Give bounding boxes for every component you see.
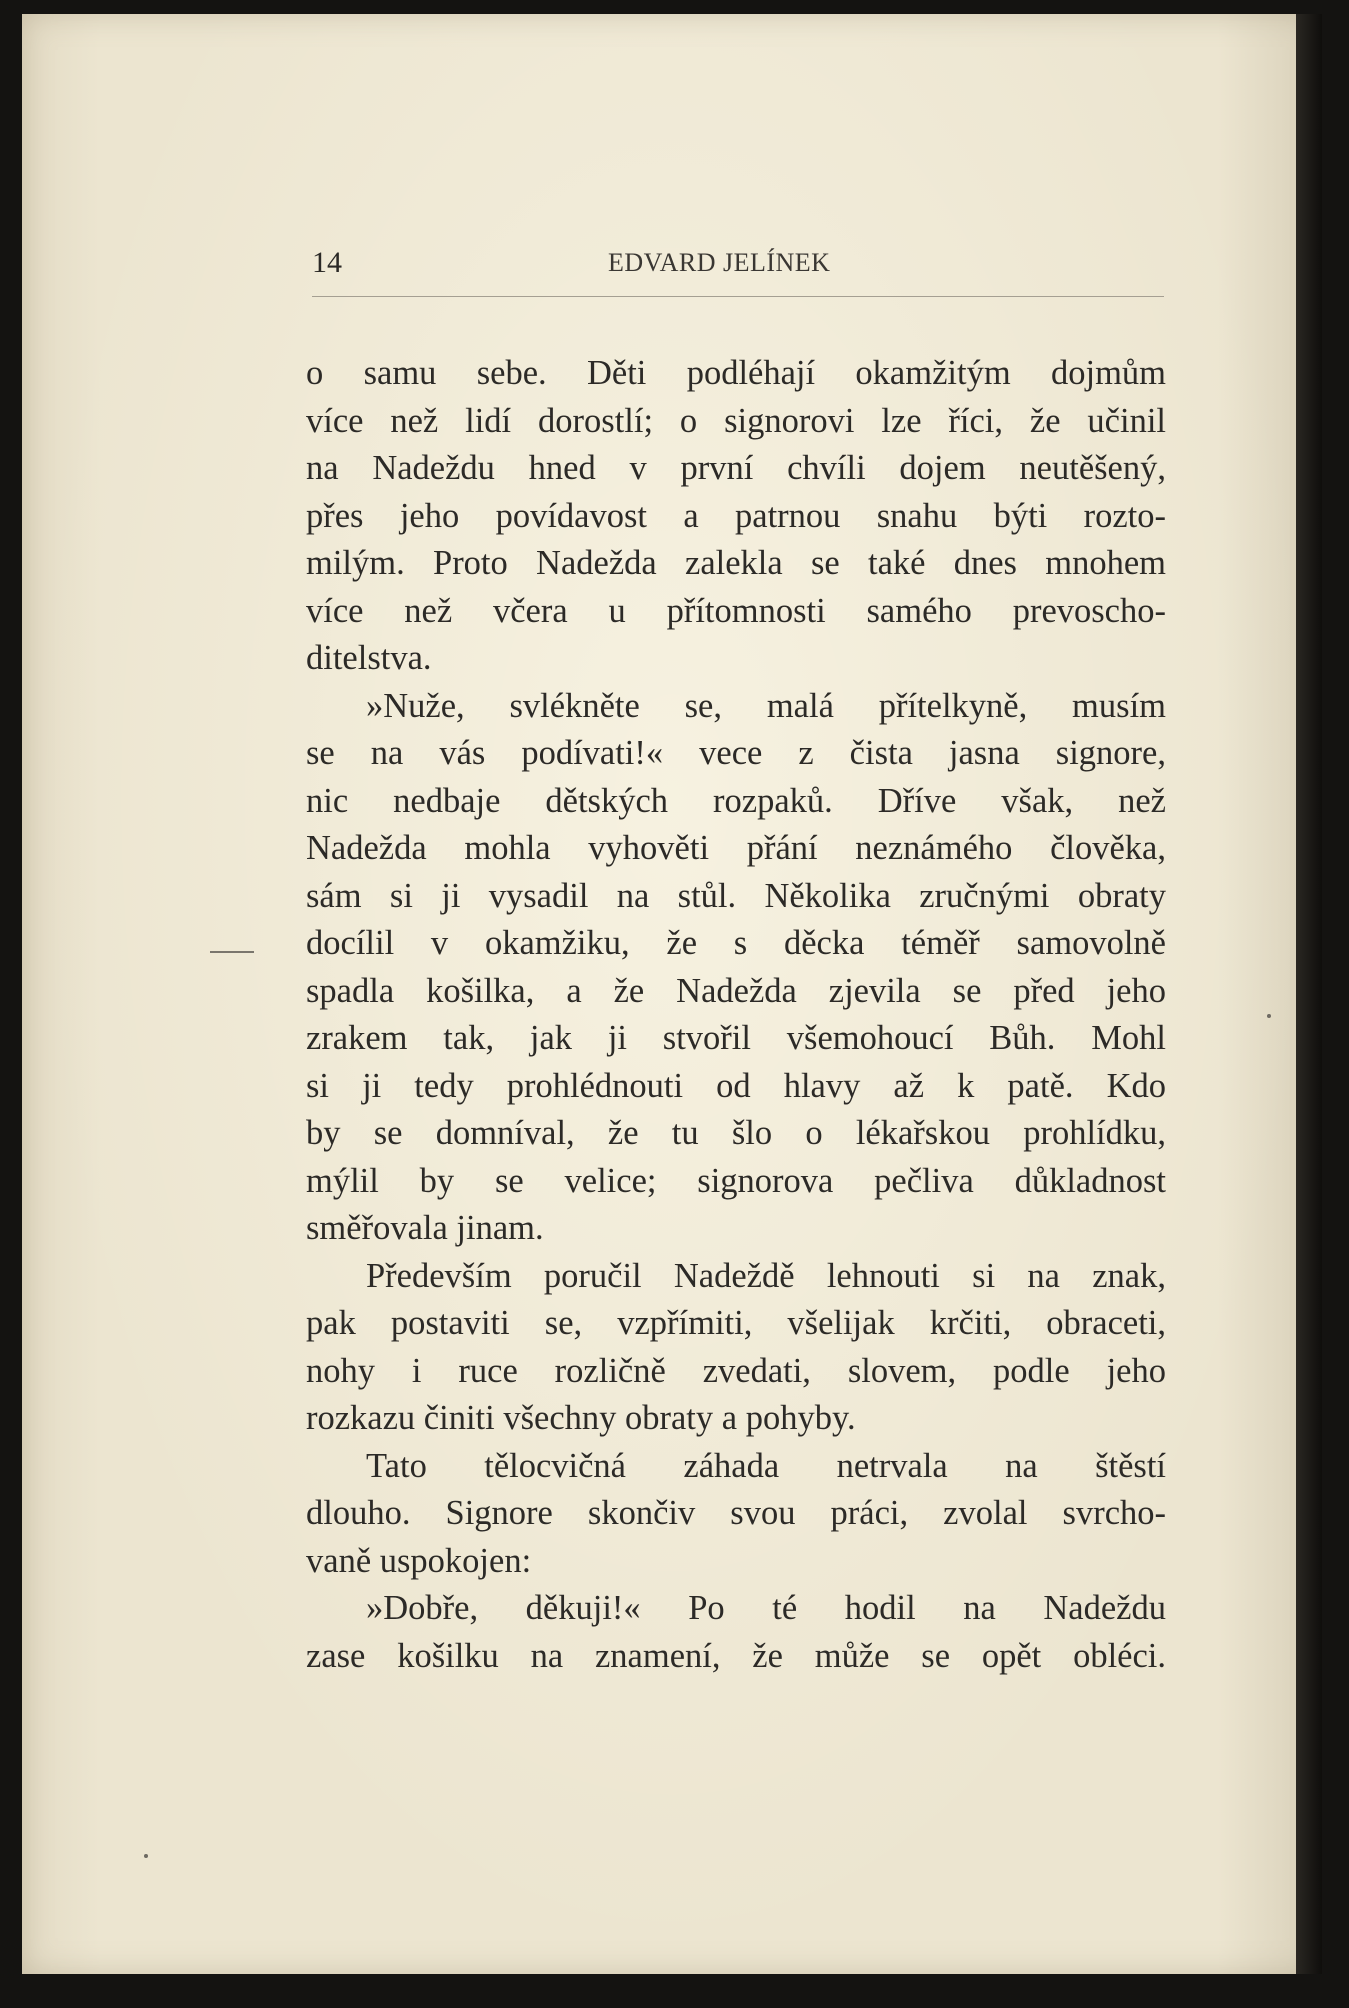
- text-line: sám si ji vysadil na stůl. Několika zručnými obraty: [306, 876, 1166, 915]
- text-line: dlouho. Signore skončiv svou práci, zvolal svrcho-: [306, 1494, 1166, 1532]
- running-head: EDVARD JELÍNEK: [608, 248, 831, 277]
- text-line: Především poručil Nadeždě lehnouti si na znak,: [366, 1256, 1166, 1295]
- text-line: by se domníval, že tu šlo o lékařskou prohlídku,: [306, 1114, 1166, 1152]
- page-number: 14: [312, 246, 342, 279]
- text-line: zase košilku na znamení, že může se opět obléci.: [306, 1636, 1166, 1675]
- text-line: Nadežda mohla vyhověti přání neznámého člověka,: [306, 829, 1166, 867]
- text-line: zrakem tak, jak ji stvořil všemohoucí Bůh. Mohl: [306, 1019, 1166, 1057]
- text-line: Tato tělocvičná záhada netrvala na štěstí: [366, 1446, 1166, 1485]
- text-line: o samu sebe. Děti podléhají okamžitým dojmům: [306, 354, 1166, 392]
- text-line: milým. Proto Nadežda zalekla se také dnes mnohem: [306, 544, 1166, 582]
- text-line: více než lidí dorostlí; o signorovi lze říci, že učinil: [306, 401, 1166, 440]
- text-line: nic nedbaje dětských rozpaků. Dříve však, než: [306, 781, 1166, 820]
- text-line: vaně uspokojen:: [306, 1541, 532, 1580]
- text-line: »Dobře, děkuji!« Po té hodil na Nadeždu: [366, 1589, 1166, 1627]
- text-line: spadla košilka, a že Nadežda zjevila se před jeho: [306, 971, 1166, 1010]
- text-line: směřovala jinam.: [306, 1209, 544, 1247]
- book-spine-shadow: [1296, 14, 1322, 1974]
- text-line: si ji tedy prohlédnouti od hlavy až k patě. Kdo: [306, 1066, 1166, 1105]
- margin-pencil-mark: [210, 951, 254, 953]
- paper-speck: [1267, 1014, 1271, 1018]
- text-line: pak postaviti se, vzpřímiti, všelijak krčiti, obraceti,: [306, 1304, 1166, 1342]
- text-line: »Nuže, svlékněte se, malá přítelkyně, musím: [366, 686, 1166, 725]
- text-line: více než včera u přítomnosti samého prevoscho-: [306, 591, 1166, 630]
- text-line: se na vás podívati!« vece z čista jasna signore,: [306, 734, 1166, 772]
- text-line: přes jeho povídavost a patrnou snahu býti rozto-: [306, 496, 1166, 535]
- text-line: docílil v okamžiku, že s děcka téměř samovolně: [306, 924, 1166, 962]
- page-header: [312, 242, 1164, 297]
- text-line: mýlil by se velice; signorova pečliva důkladnost: [306, 1161, 1166, 1200]
- text-line: na Nadeždu hned v první chvíli dojem neutěšený,: [306, 449, 1166, 487]
- body-text: [306, 350, 1166, 1680]
- paper-speck: [144, 1854, 148, 1858]
- text-line: rozkazu činiti všechny obraty a pohyby.: [306, 1399, 856, 1437]
- text-line: ditelstva.: [306, 639, 432, 677]
- text-line: nohy i ruce rozličně zvedati, slovem, podle jeho: [306, 1351, 1166, 1390]
- book-page: [22, 14, 1322, 1974]
